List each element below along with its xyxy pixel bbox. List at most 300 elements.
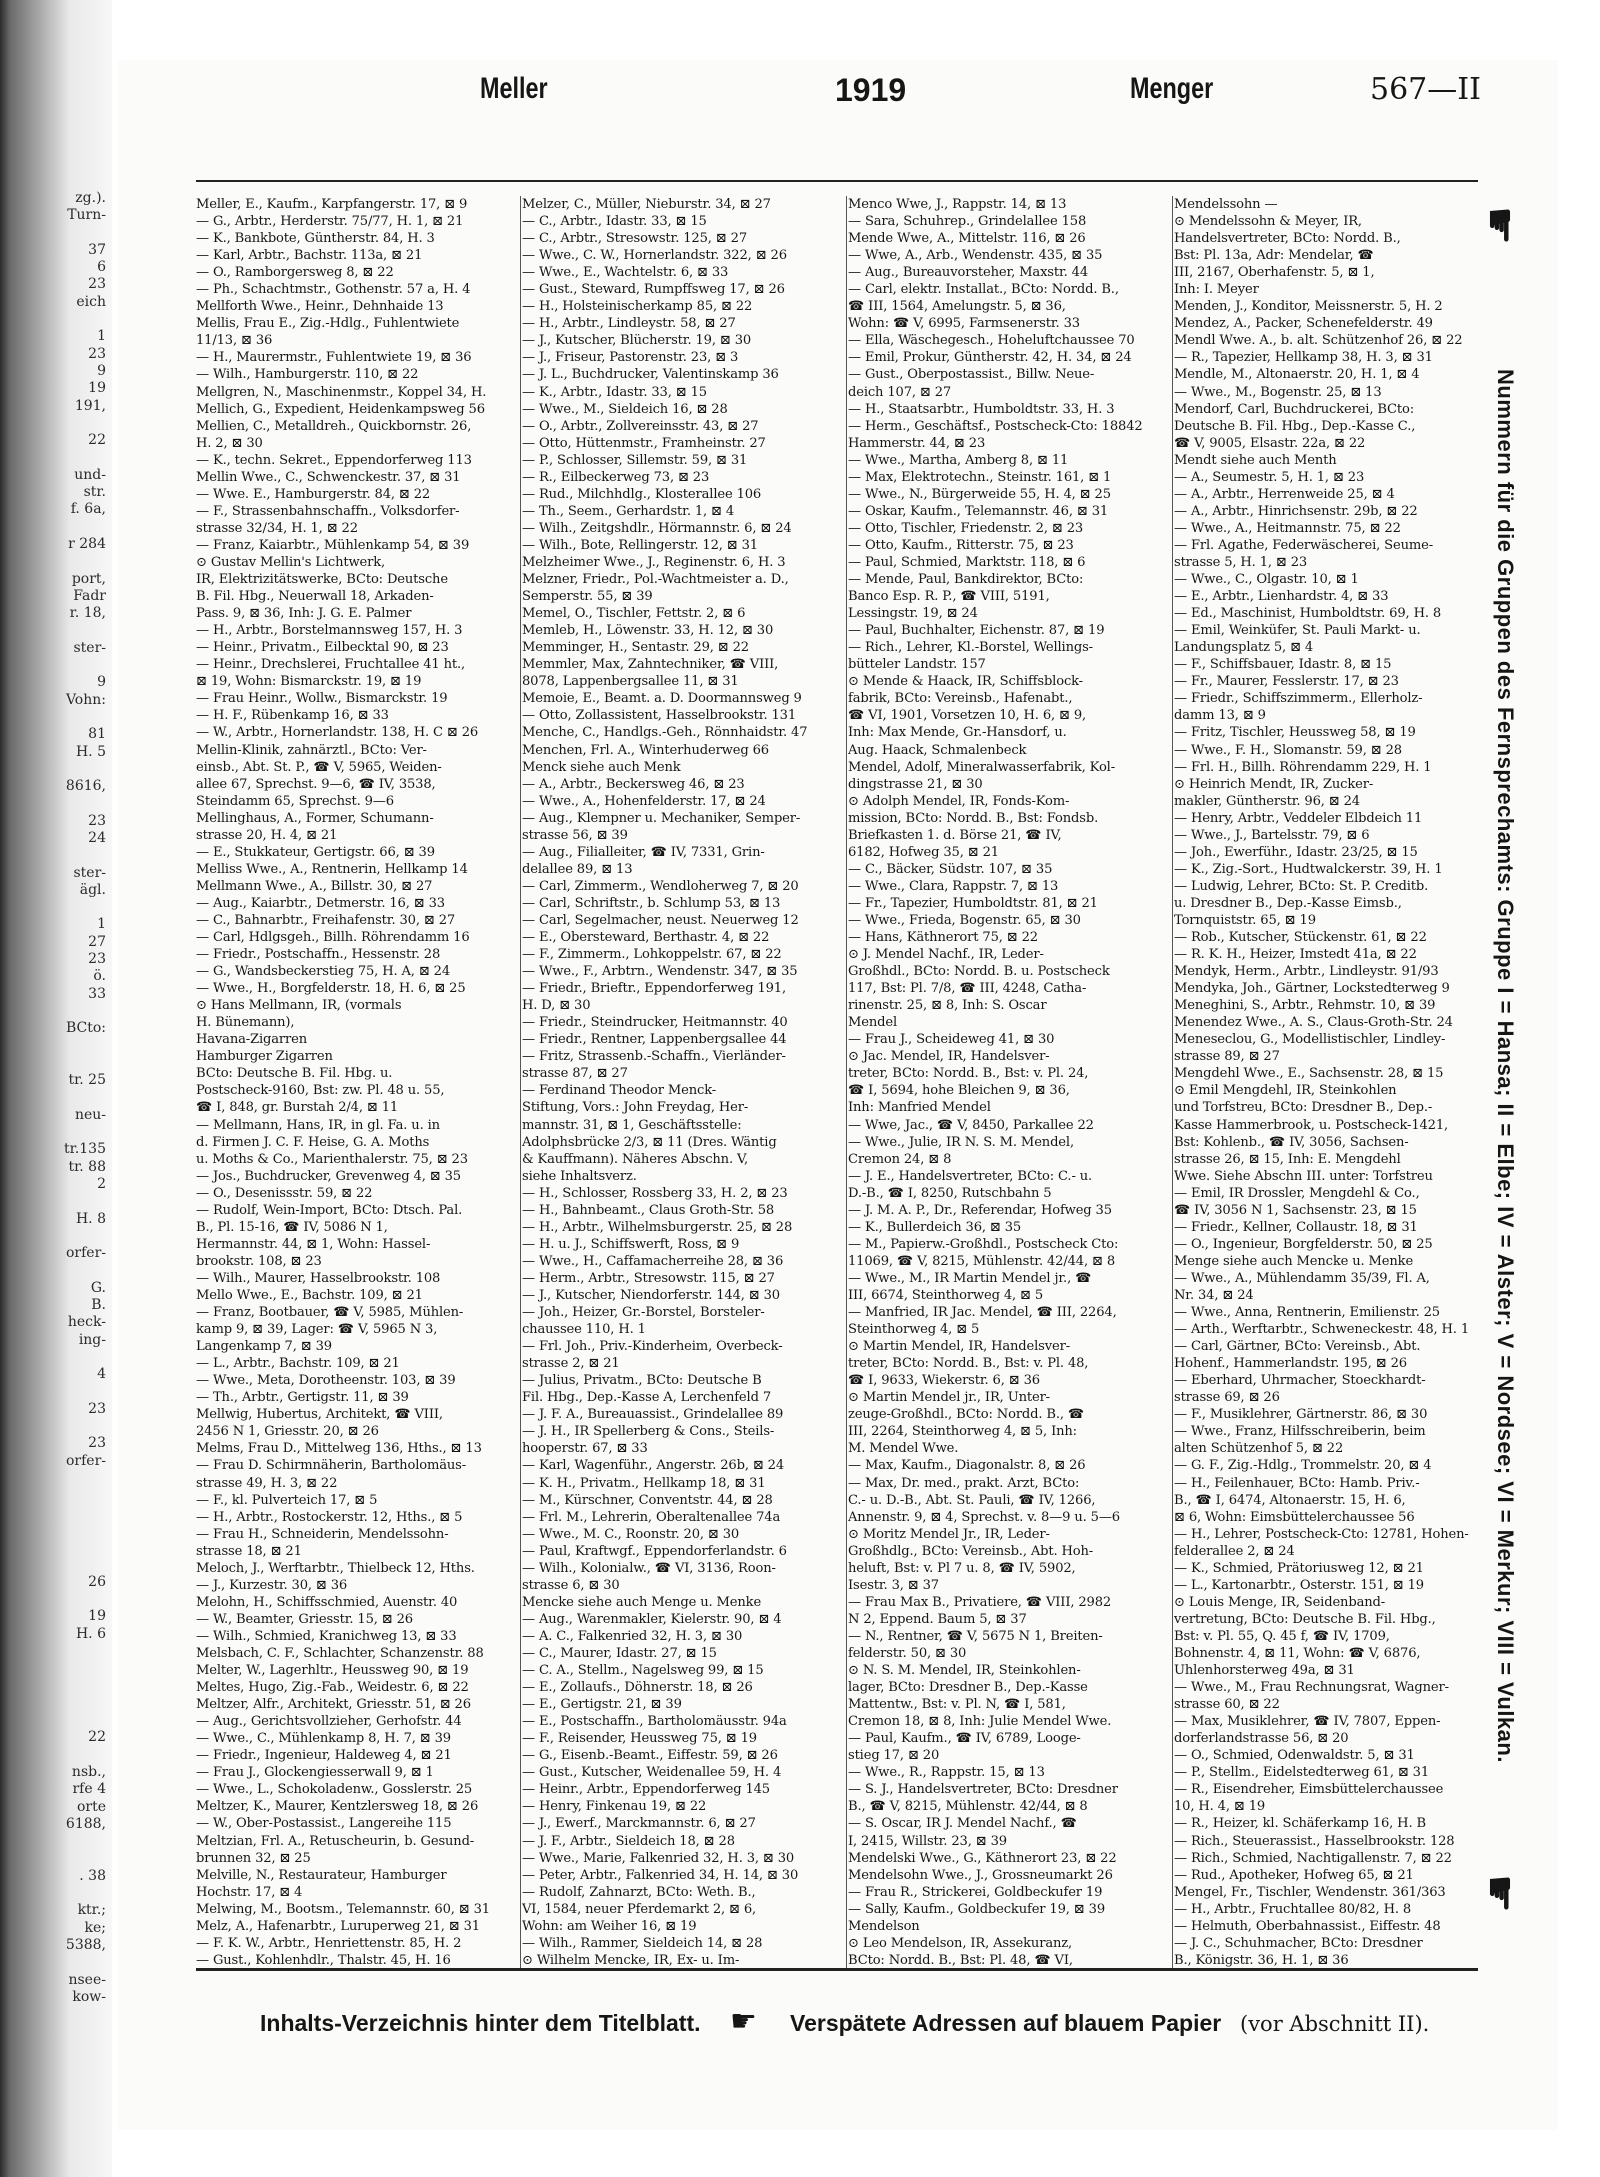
pointing-hand-icon: ☛ (1474, 1873, 1526, 1914)
directory-entry-line: — F., Schiffsbauer, Idastr. 8, ⊠ 15 (1174, 657, 1392, 673)
directory-entry-line: deich 107, ⊠ 27 (848, 384, 952, 400)
directory-entry-line: Mellinghaus, A., Former, Schumann- (196, 810, 434, 826)
gutter-text-line: tr. 88 (68, 1158, 106, 1175)
gutter-text-line (6, 1470, 106, 1487)
directory-entry-line: — Manfried, IR Jac. Mendel, ☎ III, 2264, (848, 1305, 1117, 1321)
directory-entry-line: — Eberhard, Uhrmacher, Stoeckhardt- (1174, 1373, 1426, 1389)
directory-entry-line: Melter, W., Lagerhltr., Heussweg 90, ⊠ 19 (196, 1663, 469, 1679)
directory-entry-line: — R., Heizer, kl. Schäferkamp 16, H. B (1174, 1816, 1426, 1832)
directory-entry-line: — Wwe., Julie, IR N. S. M. Mendel, (848, 1134, 1074, 1150)
directory-entry-line: — Rob., Kutscher, Stückenstr. 61, ⊠ 22 (1174, 930, 1427, 946)
directory-entry-line: Menche, C., Handlgs.-Geh., Rönnhaidstr. 47 (522, 725, 808, 741)
directory-entry-line: Meneseclou, G., Modellistischler, Lindley- (1174, 1032, 1446, 1048)
directory-entry-line: — L., Kartonarbtr., Osterstr. 151, ⊠ 19 (1174, 1577, 1424, 1593)
directory-entry-line: — Fritz, Strassenb.-Schaffn., Vierländer- (522, 1049, 786, 1065)
directory-entry-line: ⊙ Mendelssohn & Meyer, IR, (1174, 214, 1362, 230)
directory-entry-line: Meltes, Hugo, Zig.-Fab., Weidestr. 6, ⊠ 22 (196, 1680, 469, 1696)
directory-entry-line: 6182, Hofweg 35, ⊠ 21 (848, 844, 999, 860)
directory-entry-line: — Frau J., Scheideweg 41, ⊠ 30 (848, 1032, 1055, 1048)
directory-entry-line: — K., Schmied, Prätoriusweg 12, ⊠ 21 (1174, 1560, 1424, 1576)
directory-entry-line: — Th., Seem., Gerhardstr. 1, ⊠ 4 (522, 503, 735, 519)
directory-entry-line: Deutsche B. Fil. Hbg., Dep.-Kasse C., (1174, 418, 1416, 434)
directory-entry-line: Meltzer, Alfr., Architekt, Griesstr. 51, ⊠ 26 (196, 1697, 471, 1713)
directory-entry-line: makler, Güntherstr. 96, ⊠ 24 (1174, 793, 1360, 809)
directory-entry-line: strasse 32/34, H. 1, ⊠ 22 (196, 520, 358, 536)
directory-entry-line: — Frau D. Schirmnäherin, Bartholomäus- (196, 1458, 467, 1474)
directory-column-4 (1174, 196, 1478, 1968)
directory-entry-line: Menck siehe auch Menk (522, 759, 681, 775)
directory-entry-line: III, 2167, Oberhafenstr. 5, ⊠ 1, (1174, 265, 1375, 281)
directory-entry-line: u. Moths & Co., Marienthalerstr. 75, ⊠ 23 (196, 1151, 468, 1167)
directory-entry-line: — Rudolf, Zahnarzt, BCto: Weth. B., (522, 1884, 756, 1900)
directory-entry-line: — Karl, Arbtr., Bachstr. 113a, ⊠ 21 (196, 248, 423, 264)
directory-entry-line: — C., Arbtr., Idastr. 33, ⊠ 15 (522, 214, 707, 230)
directory-entry-line: — M., Kürschner, Conventstr. 44, ⊠ 28 (522, 1492, 773, 1508)
directory-entry-line: — Fr., Maurer, Fesslerstr. 17, ⊠ 23 (1174, 674, 1399, 690)
directory-entry-line: Bst: Pl. 13a, Adr: Mendelar, ☎ (1174, 248, 1374, 264)
directory-entry-line: Annenstr. 9, ⊠ 4, Sprechst. v. 8—9 u. 5—6 (848, 1509, 1120, 1525)
directory-entry-line: — Max, Elektrotechn., Steinstr. 161, ⊠ 1 (848, 469, 1112, 485)
gutter-text-line (6, 415, 106, 432)
directory-entry-line: Wohn: am Weiher 16, ⊠ 19 (522, 1918, 697, 1934)
gutter-text-line: 27 (88, 933, 106, 950)
directory-entry-line: — W., Beamter, Griesstr. 15, ⊠ 26 (196, 1611, 413, 1627)
directory-entry-line: — Wilh., Hamburgerstr. 110, ⊠ 22 (196, 367, 419, 383)
directory-entry-line: — C., Maurer, Idastr. 27, ⊠ 15 (522, 1645, 717, 1661)
directory-entry-line: Mello Wwe., E., Bachstr. 109, ⊠ 21 (196, 1288, 423, 1303)
directory-entry-line: Menden, J., Konditor, Meissnerstr. 5, H. 2 (1174, 299, 1443, 315)
gutter-text-line: 6188, (65, 1815, 106, 1832)
pointing-hand-icon: ☛ (730, 2004, 757, 2039)
directory-entry-line: Hohenf., Hammerlandstr. 195, ⊠ 26 (1174, 1356, 1407, 1372)
directory-entry-line: Melms, Frau D., Mittelweg 136, Hths., ⊠ 13 (196, 1441, 482, 1457)
directory-entry-line: B. Fil. Hbg., Neuerwall 18, Arkaden- (196, 589, 434, 605)
directory-entry-line: Mellgren, N., Maschinenmstr., Koppel 34, H. (196, 384, 487, 400)
gutter-text-line (6, 1003, 106, 1020)
directory-entry-line: — Ferdinand Theodor Menck- (522, 1083, 717, 1099)
directory-entry-line: ☎ V, 9005, Elsastr. 22a, ⊠ 22 (1174, 435, 1366, 451)
directory-entry-line: — F. K. W., Arbtr., Henriettenstr. 85, H. 2 (196, 1935, 462, 1951)
directory-entry-line: — R. K. H., Heizer, Imstedt 41a, ⊠ 22 (1174, 947, 1417, 963)
directory-entry-line: — J., Ewerf., Marckmannstr. 6, ⊠ 27 (522, 1816, 756, 1832)
directory-entry-line: — G., Wandsbeckerstieg 75, H. A, ⊠ 24 (196, 964, 451, 980)
directory-entry-line: — H., Maurermstr., Fuhlentwiete 19, ⊠ 36 (196, 350, 472, 366)
directory-entry-line: — H., Feilenhauer, BCto: Hamb. Priv.- (1174, 1475, 1420, 1491)
gutter-text-line (6, 847, 106, 864)
directory-entry-line: Steinthorweg 4, ⊠ 5 (848, 1322, 980, 1338)
directory-entry-line: — P., Schlosser, Sillemstr. 59, ⊠ 31 (522, 452, 748, 468)
directory-entry-line: H. D, ⊠ 30 (522, 998, 591, 1014)
directory-entry-line: dingstrasse 21, ⊠ 30 (848, 776, 983, 792)
directory-entry-line: — O., Arbtr., Zollvereinsstr. 43, ⊠ 27 (522, 418, 759, 434)
directory-entry-line: BCto: Deutsche B. Fil. Hbg. u. (196, 1066, 393, 1082)
directory-entry-line: Mende Wwe, A., Mittelstr. 116, ⊠ 26 (848, 231, 1086, 247)
gutter-text-line: neu- (74, 1106, 106, 1123)
gutter-text-line (6, 657, 106, 674)
directory-entry-line: stieg 17, ⊠ 20 (848, 1748, 940, 1764)
gutter-text-line: 37 (88, 241, 106, 258)
directory-entry-line: — C., Bahnarbtr., Freihafenstr. 30, ⊠ 27 (196, 912, 456, 928)
directory-column-2 (522, 196, 844, 1968)
directory-entry-line: ☎ VI, 1901, Vorsetzen 10, H. 6, ⊠ 9, (848, 708, 1087, 724)
directory-entry-line: vertretung, BCto: Deutsche B. Fil. Hbg., (1174, 1611, 1436, 1627)
directory-entry-line: — Rud., Apotheker, Hofweg 65, ⊠ 21 (1174, 1867, 1414, 1883)
directory-entry-line: strasse 2, ⊠ 21 (522, 1356, 620, 1372)
gutter-text-line (6, 709, 106, 726)
left-page-gutter (0, 0, 112, 2177)
directory-entry-line: Bst: Kohlenb., ☎ IV, 3056, Sachsen- (1174, 1134, 1409, 1150)
directory-entry-line: Hammerstr. 44, ⊠ 23 (848, 435, 986, 451)
directory-entry-line: Melville, N., Restaurateur, Hamburger (196, 1867, 447, 1883)
gutter-text-line: r. 18, (69, 605, 106, 622)
gutter-text-line: 9 (97, 362, 106, 379)
directory-entry-line: — Aug., Filialleiter, ☎ IV, 7331, Grin- (522, 844, 765, 860)
directory-entry-line: strasse 18, ⊠ 21 (196, 1543, 302, 1559)
directory-entry-line: einsb., Abt. St. P., ☎ V, 5965, Weiden- (196, 759, 442, 775)
directory-entry-line: — Paul, Kraftwgf., Eppendorferlandstr. 6 (522, 1543, 787, 1559)
directory-entry-line: — G. F., Zig.-Hdlg., Trommelstr. 20, ⊠ 4 (1174, 1458, 1432, 1474)
directory-entry-line: — Aug., Klempner u. Mechaniker, Semper- (522, 810, 801, 826)
gutter-text-line: 22 (88, 1729, 106, 1746)
directory-entry-line: Inh: Max Mende, Gr.-Hansdorf, u. (848, 725, 1067, 741)
directory-entry-line: Menendez Wwe., A. S., Claus-Groth-Str. 24 (1174, 1015, 1453, 1031)
gutter-text-line (6, 1695, 106, 1712)
directory-entry-line: treter, BCto: Nordd. B., Bst: v. Pl. 48, (848, 1356, 1089, 1372)
directory-entry-line: heluft, Bst: v. Pl 7 u. 8, ☎ IV, 5902, (848, 1560, 1076, 1576)
directory-entry-line: — Paul, Schmied, Marktstr. 118, ⊠ 6 (848, 554, 1086, 570)
directory-entry-line: brookstr. 108, ⊠ 23 (196, 1253, 322, 1269)
directory-entry-line: — Herm., Geschäftsf., Postscheck-Cto: 18842 (848, 418, 1143, 434)
gutter-text-line (6, 1262, 106, 1279)
gutter-text-line (6, 622, 106, 639)
gutter-text-line: ägl. (79, 881, 106, 898)
gutter-text-line (6, 1556, 106, 1573)
directory-entry-line: Uhlenhorsterweg 49a, ⊠ 31 (1174, 1663, 1355, 1679)
directory-entry-line: ⊙ J. Mendel Nachf., IR, Leder- (848, 947, 1044, 963)
directory-entry-line: — Carl, Hdlgsgeh., Billh. Röhrendamm 16 (196, 930, 470, 946)
gutter-text-line (6, 1643, 106, 1660)
directory-entry-line: — N., Rentner, ☎ V, 5675 N 1, Breiten- (848, 1628, 1103, 1644)
directory-entry-line: — S. J., Handelsvertreter, BCto: Dresdner (848, 1782, 1118, 1798)
directory-entry-line: — Wwe., R., Rappstr. 15, ⊠ 13 (848, 1765, 1045, 1781)
directory-entry-line: ☎ III, 1564, Amelungstr. 5, ⊠ 36, (848, 299, 1066, 315)
directory-entry-line: Melwing, M., Bootsm., Telemannstr. 60, ⊠ 31 (196, 1901, 490, 1917)
directory-entry-line: — Rud., Milchhdlg., Klosterallee 106 (522, 486, 762, 502)
directory-entry-line: ☎ I, 5694, hohe Bleichen 9, ⊠ 36, (848, 1083, 1070, 1099)
directory-entry-line: VI, 1584, neuer Pferdemarkt 2, ⊠ 6, (522, 1901, 757, 1917)
directory-entry-line: — Rich., Lehrer, Kl.-Borstel, Wellings- (848, 640, 1093, 656)
directory-entry-line: ⊙ Moritz Mendel Jr., IR, Leder- (848, 1526, 1050, 1542)
left-page-edge-text (6, 190, 106, 2010)
directory-entry-line: — A. C., Falkenried 32, H. 3, ⊠ 30 (522, 1628, 743, 1644)
directory-entry-line: — Wwe., L., Schokoladenw., Gosslerstr. 25 (196, 1782, 473, 1798)
gutter-text-line (6, 1851, 106, 1868)
directory-entry-line: Meloch, J., Werftarbtr., Thielbeck 12, Hths. (196, 1560, 475, 1576)
gutter-text-line (6, 1055, 106, 1072)
gutter-text-line: port, (71, 570, 106, 587)
directory-entry-line: Briefkasten 1. d. Börse 21, ☎ IV, (848, 827, 1062, 843)
gutter-text-line: 23 (88, 345, 106, 362)
directory-entry-line: ⊙ Hans Mellmann, IR, (vormals (196, 998, 402, 1014)
gutter-text-line (6, 1418, 106, 1435)
directory-entry-line: — Max, Dr. med., prakt. Arzt, BCto: (848, 1475, 1080, 1491)
directory-entry-line: Mendez, A., Packer, Schenefelderstr. 49 (1174, 316, 1433, 332)
gutter-text-line (6, 1885, 106, 1902)
directory-entry-line: Mendl Wwe. A., b. alt. Schützenhof 26, ⊠ 22 (1174, 333, 1463, 349)
directory-entry-line: ⊙ Emil Mengdehl, IR, Steinkohlen (1174, 1083, 1397, 1099)
directory-entry-line: Mellmann Wwe., A., Billstr. 30, ⊠ 27 (196, 878, 433, 894)
gutter-text-line: 1 (97, 916, 106, 933)
directory-entry-line: Mellwig, Hubertus, Architekt, ☎ VIII, (196, 1407, 443, 1423)
directory-entry-line: — R., Eisendreher, Eimsbüttelerchaussee (1174, 1782, 1444, 1798)
directory-entry-line: felderallee 2, ⊠ 24 (1174, 1543, 1295, 1559)
directory-entry-line: — Wwe., M., Bogenstr. 25, ⊠ 13 (1174, 384, 1382, 400)
gutter-text-line: rfe 4 (72, 1781, 106, 1798)
gutter-text-line (6, 899, 106, 916)
directory-entry-line: — K., techn. Sekret., Eppendorferweg 113 (196, 452, 472, 468)
directory-entry-line: Melohn, H., Schiffsschmied, Auenstr. 40 (196, 1594, 458, 1610)
directory-entry-line: — J., Kutscher, Blücherstr. 19, ⊠ 30 (522, 333, 752, 349)
gutter-text-line: 2 (97, 1175, 106, 1192)
directory-entry-line: — K. H., Privatm., Hellkamp 18, ⊠ 31 (522, 1475, 766, 1491)
gutter-text-line: 26 (88, 1573, 106, 1590)
directory-entry-line: — Otto, Kaufm., Ritterstr. 75, ⊠ 23 (848, 537, 1074, 553)
directory-entry-line: kamp 9, ⊠ 39, Lager: ☎ V, 5965 N 3, (196, 1322, 438, 1338)
pointing-hand-icon: ☛ (1474, 205, 1526, 246)
directory-entry-line: Menchen, Frl. A., Winterhuderweg 66 (522, 742, 769, 758)
directory-entry-line: alten Schützenhof 5, ⊠ 22 (1174, 1441, 1344, 1457)
directory-entry-line: lager, BCto: Dresdner B., Dep.-Kasse (848, 1680, 1088, 1696)
directory-entry-line: — R., Eilbeckerweg 73, ⊠ 23 (522, 469, 710, 485)
directory-entry-line: ⊙ Adolph Mendel, IR, Fonds-Kom- (848, 793, 1070, 809)
directory-entry-line: — J. F. A., Bureauassist., Grindelallee 89 (522, 1407, 784, 1423)
directory-entry-line: — Wwe., H., Caffamacherreihe 28, ⊠ 36 (522, 1253, 784, 1269)
directory-entry-line: — Max, Kaufm., Diagonalstr. 8, ⊠ 26 (848, 1458, 1086, 1474)
gutter-text-line (6, 1712, 106, 1729)
directory-entry-line: — F., Musiklehrer, Gärtnerstr. 86, ⊠ 30 (1174, 1407, 1428, 1423)
directory-entry-line: Wohn: ☎ V, 6995, Farmsenerstr. 33 (848, 316, 1080, 332)
directory-entry-line: — Carl, Zimmerm., Wendloherweg 7, ⊠ 20 (522, 878, 799, 894)
gutter-text-line: Vohn: (65, 691, 106, 708)
directory-entry-line: und Torfstreu, BCto: Dresdner B., Dep.- (1174, 1100, 1433, 1116)
directory-entry-line: Melzheimer Wwe., J., Reginenstr. 6, H. 3 (522, 554, 786, 570)
directory-entry-line: zeuge-Großhdl., BCto: Nordd. B., ☎ (848, 1407, 1085, 1423)
directory-entry-line: — Max, Musiklehrer, ☎ IV, 7807, Eppen- (1174, 1714, 1441, 1730)
directory-entry-line: — Wilh., Bote, Rellingerstr. 12, ⊠ 31 (522, 537, 758, 553)
telephone-groups-sidebar (1478, 196, 1532, 1936)
directory-entry-line: — H., Arbtr., Rostockerstr. 12, Hths., ⊠ 5 (196, 1509, 463, 1525)
header-left-word: Meller (480, 72, 548, 105)
directory-entry-line: — Otto, Zollassistent, Hasselbrookstr. 131 (522, 708, 797, 724)
directory-entry-line: — E., Obersteward, Berthastr. 4, ⊠ 22 (522, 930, 770, 946)
directory-entry-line: Bst: v. Pl. 55, Q. 45 f, ☎ IV, 1709, (1174, 1628, 1390, 1644)
directory-entry-line: — Carl, Segelmacher, neust. Neuerweg 12 (522, 912, 799, 928)
directory-entry-line: — Ph., Schachtmstr., Gothenstr. 57 a, H. 4 (196, 282, 471, 298)
directory-entry-line: — Frau J., Glockengiesserwall 9, ⊠ 1 (196, 1765, 434, 1781)
directory-entry-line: — Fr., Tapezier, Humboldtstr. 81, ⊠ 21 (848, 895, 1098, 911)
directory-entry-line: ⊠ 6, Wohn: Eimsbüttelerchaussee 56 (1174, 1509, 1415, 1525)
directory-entry-line: Mendelson (848, 1918, 920, 1934)
directory-entry-line: — W., Ober-Postassist., Langereihe 115 (196, 1816, 452, 1832)
directory-entry-line: strasse 60, ⊠ 22 (1174, 1697, 1280, 1713)
directory-entry-line: — O., Ingenieur, Borgfelderstr. 50, ⊠ 25 (1174, 1236, 1433, 1252)
directory-entry-line: — A., Seumestr. 5, H. 1, ⊠ 23 (1174, 469, 1365, 485)
directory-entry-line: — Frau H., Schneiderin, Mendelssohn- (196, 1526, 449, 1542)
directory-entry-line: — Friedr., Kellner, Collaustr. 18, ⊠ 31 (1174, 1219, 1418, 1235)
directory-entry-line: ⊙ Leo Mendelson, IR, Assekuranz, (848, 1935, 1073, 1951)
directory-entry-line: treter, BCto: Nordd. B., Bst: v. Pl. 24, (848, 1066, 1089, 1082)
directory-entry-line: siehe Inhaltsverz. (522, 1168, 637, 1184)
gutter-text-line: 23 (88, 276, 106, 293)
directory-entry-line: Langenkamp 7, ⊠ 39 (196, 1339, 332, 1355)
directory-entry-line: felderstr. 50, ⊠ 30 (848, 1645, 967, 1661)
directory-entry-line: — Oskar, Kaufm., Telemannstr. 46, ⊠ 31 (848, 503, 1109, 519)
gutter-text-line (6, 1383, 106, 1400)
header-year: 1919 (835, 72, 907, 108)
directory-entry-line: — J. H., IR Spellerberg & Cons., Steils- (522, 1424, 775, 1440)
directory-entry-line: — C., Bäcker, Südstr. 107, ⊠ 35 (848, 861, 1053, 877)
directory-entry-line: — Carl, elektr. Installat., BCto: Nordd. B., (848, 282, 1119, 298)
directory-entry-line: Menco Wwe, J., Rappstr. 14, ⊠ 13 (848, 197, 1067, 212)
directory-entry-line: — Rudolf, Wein-Import, BCto: Dtsch. Pal. (196, 1202, 463, 1218)
directory-entry-line: Mellin-Klinik, zahnärztl., BCto: Ver- (196, 742, 427, 758)
directory-entry-line: Tornquiststr. 65, ⊠ 19 (1174, 912, 1316, 928)
directory-entry-line: — E., Postschaffn., Bartholomäusstr. 94a (522, 1714, 787, 1730)
gutter-text-line: r 284 (68, 535, 106, 552)
directory-entry-line: 2456 N 1, Griesstr. 20, ⊠ 26 (196, 1424, 379, 1440)
directory-entry-line: H. 2, ⊠ 30 (196, 435, 263, 451)
directory-entry-line: — Fritz, Tischler, Heussweg 58, ⊠ 19 (1174, 725, 1416, 741)
directory-entry-line: — Frl. Agathe, Federwäscherei, Seume- (1174, 537, 1433, 553)
gutter-text-line: H. 8 (75, 1210, 106, 1227)
directory-entry-line: strasse 6, ⊠ 30 (522, 1577, 620, 1593)
gutter-text-line (6, 1124, 106, 1141)
directory-entry-line: — Wwe., E., Wachtelstr. 6, ⊠ 33 (522, 265, 729, 281)
directory-entry-line: — Joh., Ewerführ., Idastr. 23/25, ⊠ 15 (1174, 844, 1418, 860)
page-number: 567—II (1370, 72, 1481, 107)
gutter-text-line: zg.). (75, 190, 106, 206)
directory-entry-line: — Aug., Kaiarbtr., Detmerstr. 16, ⊠ 33 (196, 895, 445, 911)
directory-entry-line: Mendel (848, 1015, 898, 1031)
gutter-text-line: und- (74, 466, 106, 483)
directory-entry-line: — Paul, Kaufm., ☎ IV, 6789, Looge- (848, 1731, 1081, 1747)
directory-entry-line: Cremon 18, ⊠ 8, Inh: Julie Mendel Wwe. (848, 1714, 1112, 1730)
directory-entry-line: Landungsplatz 5, ⊠ 4 (1174, 640, 1314, 656)
directory-entry-line: Melliss Wwe., A., Rentnerin, Hellkamp 14 (196, 861, 468, 877)
gutter-text-line (6, 1591, 106, 1608)
directory-entry-line: — W., Arbtr., Hornerlandstr. 138, H. C ⊠ 26 (196, 725, 479, 741)
directory-entry-line: Hamburger Zigarren (196, 1049, 333, 1065)
directory-entry-line: — Wilh., Schmied, Kranichweg 13, ⊠ 33 (196, 1628, 457, 1644)
directory-entry-line: ☎ I, 9633, Wiekerstr. 6, ⊠ 36 (848, 1373, 1040, 1389)
directory-entry-line: Mendt siehe auch Menth (1174, 452, 1337, 468)
directory-entry-line: — Friedr., Schiffszimmerm., Ellerholz- (1174, 691, 1423, 707)
directory-entry-line: fabrik, BCto: Vereinsb., Hafenabt., (848, 691, 1073, 707)
directory-entry-line: Meltzian, Frl. A., Retuscheurin, b. Gesund- (196, 1833, 475, 1849)
directory-entry-line: Großhdl., BCto: Nordd. B. u. Postscheck (848, 964, 1110, 980)
directory-entry-line: — Wwe., Martha, Amberg 8, ⊠ 11 (848, 452, 1069, 468)
directory-entry-line: — H., Arbtr., Borstelmannsweg 157, H. 3 (196, 623, 463, 639)
gutter-text-line (6, 1228, 106, 1245)
directory-entry-line: — H., Arbtr., Fruchtallee 80/82, H. 8 (1174, 1901, 1412, 1917)
column-divider (846, 196, 847, 1968)
directory-entry-line: ⊙ Martin Mendel jr., IR, Unter- (848, 1390, 1050, 1406)
directory-entry-line: — Frl. M., Lehrerin, Oberaltenallee 74a (522, 1509, 781, 1525)
directory-entry-line: — R., Tapezier, Hellkamp 38, H. 3, ⊠ 31 (1174, 350, 1433, 366)
gutter-text-line: BCto: (65, 1020, 106, 1037)
directory-entry-line: — Wwe. E., Hamburgerstr. 84, ⊠ 22 (196, 486, 431, 502)
directory-entry-line: mannstr. 31, ⊠ 1, Geschäftsstelle: (522, 1117, 742, 1133)
directory-entry-line: — H., Staatsarbtr., Humboldtstr. 33, H. 3 (848, 401, 1115, 417)
gutter-text-line: H. 5 (75, 743, 106, 760)
gutter-text-line: ktr.; (77, 1902, 106, 1919)
directory-entry-line: — Friedr., Ingenieur, Haldeweg 4, ⊠ 21 (196, 1748, 452, 1764)
directory-entry-line: — H., Bahnbeamt., Claus Groth-Str. 58 (522, 1202, 775, 1218)
directory-entry-line: Melsbach, C. F., Schlachter, Schanzenstr. 88 (196, 1645, 484, 1661)
gutter-text-line: 22 (88, 432, 106, 449)
directory-entry-line: & Kauffmann). Näheres Abschn. V, (522, 1151, 748, 1167)
directory-entry-line: Memleb, H., Löwenstr. 33, H. 12, ⊠ 30 (522, 623, 774, 639)
header-right-word: Menger (1130, 72, 1214, 105)
directory-entry-line: — Wwe., F., Arbtrn., Wendenstr. 347, ⊠ 35 (522, 964, 798, 980)
gutter-text-line: 23 (88, 951, 106, 968)
directory-entry-line: Nr. 34, ⊠ 24 (1174, 1288, 1254, 1303)
directory-entry-line: — O., Ramborgersweg 8, ⊠ 22 (196, 265, 394, 281)
directory-entry-line: — A., Arbtr., Herrenweide 25, ⊠ 4 (1174, 486, 1395, 502)
directory-entry-line: — Heinr., Privatm., Eilbecktal 90, ⊠ 23 (196, 640, 449, 656)
directory-entry-line: Mellich, G., Expedient, Heidenkampsweg 56 (196, 401, 485, 417)
directory-entry-line: — Wwe., J., Bartelsstr. 79, ⊠ 6 (1174, 827, 1370, 843)
directory-entry-line: — Wwe., A., Mühlendamm 35/39, Fl. A, (1174, 1270, 1430, 1286)
directory-entry-line: strasse 89, ⊠ 27 (1174, 1049, 1280, 1065)
directory-entry-line: — Otto, Tischler, Friedenstr. 2, ⊠ 23 (848, 520, 1084, 536)
gutter-text-line: orfer- (65, 1452, 106, 1469)
directory-entry-line: Bohnenstr. 4, ⊠ 11, Wohn: ☎ V, 6876, (1174, 1645, 1421, 1661)
gutter-text-line: f. 6a, (70, 501, 106, 518)
directory-entry-line: — Emil, Prokur, Güntherstr. 42, H. 34, ⊠ 24 (848, 350, 1132, 366)
directory-entry-line: — H. u. J., Schiffswerft, Ross, ⊠ 9 (522, 1236, 740, 1252)
directory-entry-line: — Wwe., Clara, Rappstr. 7, ⊠ 13 (848, 878, 1059, 894)
column-divider (1172, 196, 1173, 1968)
gutter-text-line (6, 1089, 106, 1106)
gutter-text-line (6, 1833, 106, 1850)
directory-entry-line: — Emil, IR Drossler, Mengdehl & Co., (1174, 1185, 1420, 1201)
directory-entry-line: — Paul, Buchhalter, Eichenstr. 87, ⊠ 19 (848, 623, 1105, 639)
gutter-text-line: 33 (88, 985, 106, 1002)
header-rule (196, 180, 1478, 182)
directory-entry-line: — Wwe., A., Heitmannstr. 75, ⊠ 22 (1174, 520, 1401, 536)
directory-entry-line: Memmler, Max, Zahntechniker, ☎ VIII, (522, 657, 779, 673)
gutter-text-line: 6 (97, 259, 106, 276)
gutter-text-line: 9 (97, 674, 106, 691)
directory-entry-line: — H., Schlosser, Rossberg 33, H. 2, ⊠ 23 (522, 1185, 788, 1201)
directory-entry-line: — Wwe., C. W., Hornerlandstr. 322, ⊠ 26 (522, 248, 787, 264)
directory-entry-line: Inh: I. Meyer (1174, 282, 1259, 298)
directory-entry-line: — Herm., Arbtr., Stresowstr. 115, ⊠ 27 (522, 1270, 775, 1286)
gutter-text-line: nsb., (71, 1764, 106, 1781)
directory-entry-line: — M., Papierw.-Großhdl., Postscheck Cto: (848, 1236, 1119, 1252)
directory-entry-line: — Sara, Schuhrep., Grindelallee 158 (848, 214, 1087, 230)
gutter-text-line (6, 225, 106, 242)
directory-entry-line: — Wwe., Meta, Dorotheenstr. 103, ⊠ 39 (196, 1373, 456, 1389)
page-footer (260, 2004, 1490, 2050)
directory-entry-line: — H., Arbtr., Lindleystr. 58, ⊠ 27 (522, 316, 736, 332)
directory-entry-line: Fil. Hbg., Dep.-Kasse A, Lerchenfeld 7 (522, 1390, 771, 1406)
directory-entry-line: 10, H. 4, ⊠ 19 (1174, 1799, 1266, 1815)
directory-entry-line: ⊙ Mende & Haack, IR, Schiffsblock- (848, 674, 1083, 690)
gutter-text-line: nsee- (68, 1971, 106, 1988)
directory-entry-line: — Wilh., Kolonialw., ☎ VI, 3136, Roon- (522, 1560, 776, 1576)
